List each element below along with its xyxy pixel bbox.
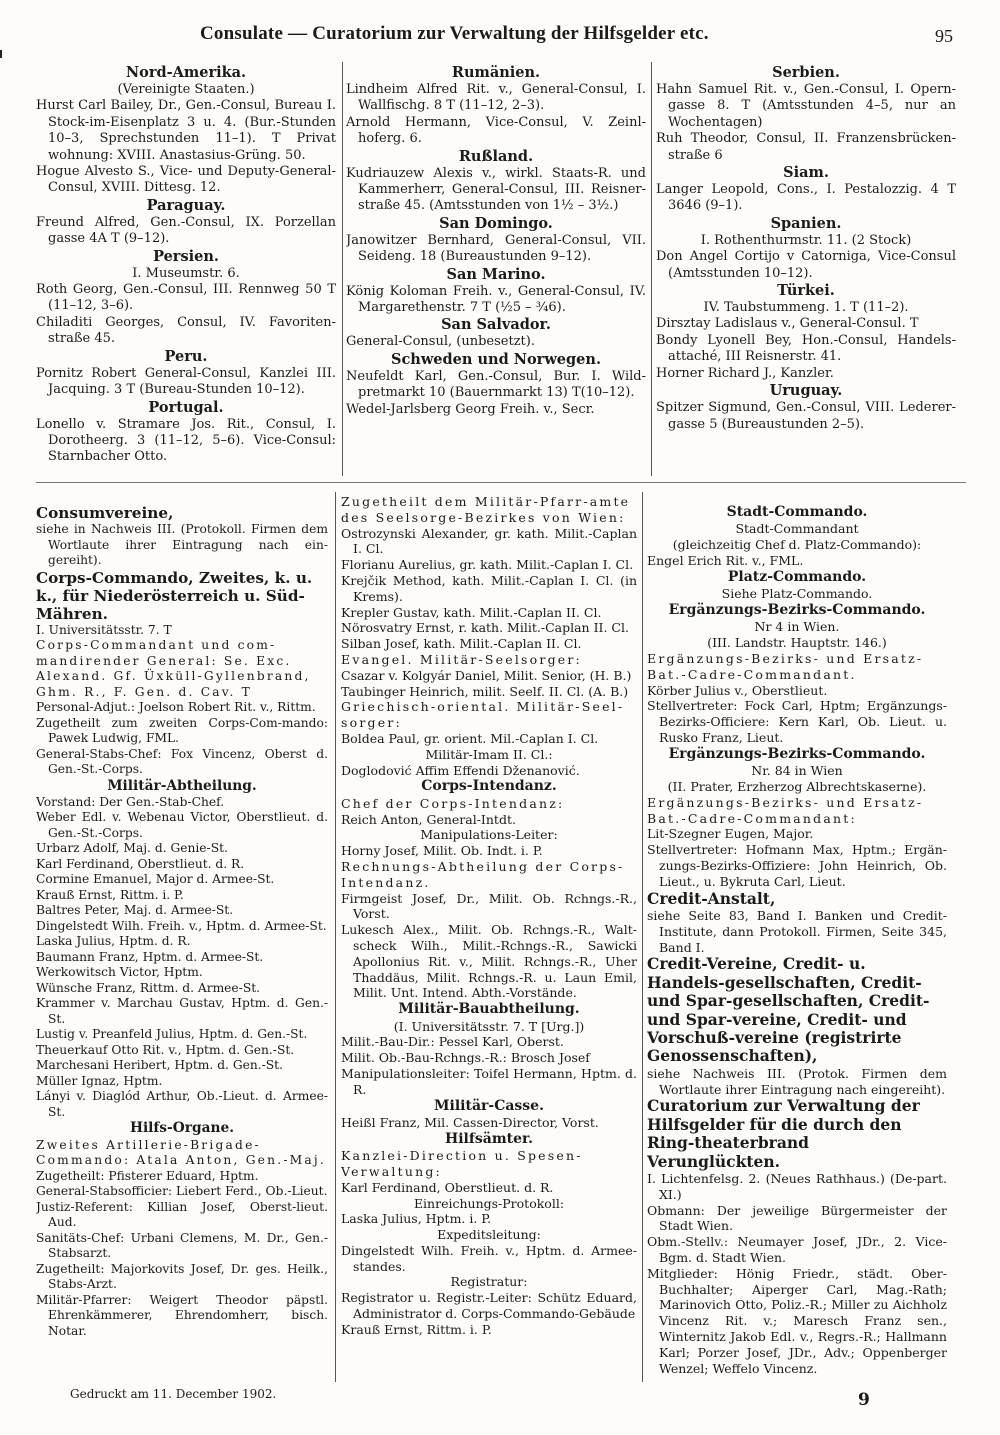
section-heading: San Domingo. (439, 214, 553, 232)
sheet-number: 9 (858, 1390, 870, 1410)
spaced-heading: Rechnungs-Abtheilung der Corps-Intendanz. (341, 858, 625, 890)
centered-line: Manipulations-Leiter: (420, 827, 558, 843)
centered-line: Stadt-Commandant (735, 521, 859, 537)
section-heading: Rumänien. (451, 64, 541, 81)
section-heading: Nord-Amerika. (125, 64, 247, 81)
entry-text: Urbarz Adolf, Maj. d. Genie-St. (36, 841, 228, 856)
entry-text: Obmann: Der jeweilige Bürgermeister der Stadt Wien. (647, 1202, 947, 1234)
entry-text: Baumann Franz, Hptm. d. Armee-St. (36, 949, 264, 964)
section-heading: Ergänzungs-Bezirks-Commando. (668, 602, 926, 618)
section-heading: Serbien. (772, 64, 840, 81)
column-1-top (36, 64, 336, 476)
section-heading: Türkei. (777, 282, 835, 300)
centered-line: (III. Landstr. Hauptstr. 146.) (707, 635, 887, 651)
entry-text: Krauß Ernst, Rittm. i. P. (36, 887, 184, 902)
entry-text: siehe Seite 83, Band I. Banken und Credit-Institute, dann Protokoll. Firmen, Seite 345, Band I. (647, 907, 947, 955)
entry-text: Ruh Theodor, Consul, II. Franzensbrücken-straße 6 (656, 131, 956, 163)
entry-text: Justiz-Referent: Killian Josef, Oberst-lieut. Aud. (36, 1199, 328, 1230)
entry-text: Krammer v. Marchau Gustav, Hptm. d. Gen.-St. (36, 996, 328, 1026)
section-heading: Persien. (153, 247, 219, 265)
entry-text: Karl Ferdinand, Oberstlieut. d. R. (36, 856, 245, 871)
entry-text: Hogue Alvesto S., Vice- und Deputy-General-Consul, XVIII. Dittesg. 12. (36, 164, 336, 196)
entry-text: Dingelstedt Wilh. Freih. v., Hptm. d. Armee-standes. (341, 1242, 637, 1274)
column-rule-2-top (651, 62, 652, 476)
entry-text: Personal-Adjut.: Joelson Robert Rit. v., Rittm. (36, 700, 316, 715)
entry-text: Heißl Franz, Mil. Cassen-Director, Vorst. (341, 1114, 599, 1130)
section-heading: Militär-Bauabtheilung. (398, 1001, 580, 1018)
entry-text: Horner Richard J., Kanzler. (656, 365, 834, 381)
entry-text: Krejčik Method, kath. Milit.-Caplan I. Cl. (in Krems). (341, 572, 637, 604)
column-3-top (656, 64, 956, 476)
section-heading: Rußland. (458, 147, 534, 165)
entry-text: Lukesch Alex., Milit. Ob. Rchngs.-R., Walt-scheck Wilh., Milit.-Rchngs.-R., Sawicki Apollonius Rit. v., Milit. Rchngs.-R., Uher Thaddäus, Milit. Rchngs.-R. u. Laun Emil, Milit. Unt. Intend. Abth.-Vorstände. (341, 922, 637, 1001)
section-divider (36, 482, 966, 483)
entry-text: Registrator u. Registr.-Leiter: Schütz Eduard, Administrator d. Corps-Commando-Gebäude (341, 1290, 637, 1322)
centered-line: IV. Taubstummeng. 1. T (11–2). (703, 300, 909, 316)
entry-text: Bondy Lyonell Bey, Hon.-Consul, Handels-attaché, III Reisnerstr. 41. (656, 332, 956, 365)
entry-text: Dirsztay Ladislaus v., General-Consul. T (656, 316, 919, 332)
entry-text: Janowitzer Bernhard, General-Consul, VII. Seideng. 18 (Bureaustunden 9–12). (346, 232, 646, 265)
entry-text: Stellvertreter: Hofmann Max, Hptm.; Ergän-zungs-Bezirks-Offiziere: John Heinrich, Ob. Lieut., u. Bykruta Carl, Lieut. (647, 842, 947, 889)
entry-text: Zugetheilt: Pfisterer Eduard, Hptm. (36, 1168, 259, 1183)
spaced-heading: Kanzlei-Direction u. Spesen-Verwaltung: (341, 1148, 583, 1179)
entry-text: siehe in Nachweis III. (Protokoll. Firmen dem Wortlaute ihrer Eintragung nach ein-gereiht). (36, 522, 328, 568)
entry-text: Ostrozynski Alexander, gr. kath. Milit.-Caplan I. Cl. (341, 525, 637, 557)
entry-text: Laska Julius, Hptm. d. R. (36, 934, 191, 949)
entry-text: Lonello v. Stramare Jos. Rit., Consul, I. Dorotheerg. 3 (11–12, 5–6). Vice-Consul: Starnbacher Otto. (36, 416, 336, 465)
entry-text: Militär-Pfarrer: Weigert Theodor päpstl. Ehrenkämmerer, Ehrendomherr, bisch. Notar. (36, 1292, 328, 1338)
entry-text: Krepler Gustav, kath. Milit.-Caplan II. Cl. (341, 604, 602, 620)
entry-text: Baltres Peter, Maj. d. Armee-St. (36, 903, 234, 918)
section-heading: San Marino. (446, 265, 546, 283)
entry-text: Csazar v. Kolgyár Daniel, Milit. Senior, (H. B.) (341, 667, 632, 683)
entry-text: Stellvertreter: Fock Carl, Hptm; Ergänzungs-Bezirks-Officiere: Kern Karl, Ob. Lieut. u. Rusko Franz, Lieut. (647, 698, 947, 745)
centered-line: Nr. 84 in Wien (751, 763, 843, 779)
entry-text: Müller Ignaz, Hptm. (36, 1073, 163, 1088)
section-heading: Hilfsämter. (445, 1130, 533, 1147)
page-header (0, 23, 1000, 56)
entry-text: Marchesani Heribert, Hptm. d. Gen.-St. (36, 1058, 284, 1073)
entry-text: Wedel-Jarlsberg Georg Freih. v., Secr. (346, 401, 595, 417)
centered-line: Einreichungs-Protokoll: (413, 1195, 565, 1211)
entry-text: Neufeldt Karl, Gen.-Consul, Bur. I. Wild-pretmarkt 10 (Bauernmarkt 13) T(10–12). (346, 368, 646, 401)
entry-text: Wünsche Franz, Rittm. d. Armee-St. (36, 980, 261, 995)
entry-text: König Koloman Freih. v., General-Consul, IV. Margarethenstr. 7 T (½5 – ¾6). (346, 283, 646, 316)
centered-line: Siehe Platz-Commando. (721, 586, 873, 602)
column-2-top (346, 64, 646, 476)
entry-text: Lányi v. Diaglód Arthur, Ob.-Lieut. d. Armee-St. (36, 1089, 328, 1119)
entry-text: General-Stabsofficier: Liebert Ferd., Ob.-Lieut. (36, 1184, 328, 1199)
entry-text: Laska Julius, Hptm. i. P. (341, 1211, 492, 1227)
section-heading: Ergänzungs-Bezirks-Commando. (668, 745, 926, 762)
centered-line: Expeditsleitung: (437, 1227, 541, 1243)
centered-line: Registratur: (450, 1274, 528, 1290)
column-rule-2-bottom (642, 492, 643, 1382)
entry-text: Pornitz Robert General-Consul, Kanzlei III. Jacquing. 3 T (Bureau-Stunden 10–12). (36, 365, 336, 398)
header-title: Consulate — Curatorium zur Verwaltung der Hilfsgelder etc. (200, 23, 709, 44)
centered-line: Militär-Imam II. Cl.: (425, 746, 553, 762)
centered-line: I. Museumstr. 6. (132, 265, 240, 281)
entry-text: Körber Julius v., Oberstlieut. (647, 682, 828, 698)
section-heading: Schweden und Norwegen. (390, 350, 601, 368)
entry-text: Mitglieder: Hönig Friedr., städt. Ober-Buchhalter; Aiperger Carl, Mag.-Rath; Marinovich Otto, Poliz.-R.; Miller zu Aichholz Vincenz Rit. v.; Maresch Franz sen., Winternitz Jakob Edl. v., Regrs.-R.; Hallmann Karl; Porzer Josef, JDr., Adv.; Oppenberger Wenzel; Weffelo Vincenz. (647, 1265, 947, 1376)
bold-heading: Corps-Commando, Zweites, k. u. k., für Niederösterreich u. Süd-Mähren. (36, 568, 313, 623)
bold-heading: Credit-Anstalt, (647, 888, 776, 908)
entry-text: Lit-Szegner Eugen, Major. (647, 826, 814, 842)
section-heading: Stadt-Commando. (726, 504, 868, 520)
page-number: 95 (935, 26, 953, 46)
entry-text: Boldea Paul, gr. orient. Mil.-Caplan I. Cl. (341, 730, 599, 746)
entry-text: I. Lichtenfelsg. 2. (Neues Rathhaus.) (De-part. XI.) (647, 1171, 947, 1202)
entry-text: Zugetheilt zum zweiten Corps-Com-mando: Pawek Ludwig, FML. (36, 715, 328, 746)
entry-text: Werkowitsch Victor, Hptm. (36, 965, 203, 980)
entry-text: General-Consul, (unbesetzt). (346, 334, 535, 350)
entry-text: Engel Erich Rit. v., FML. (647, 553, 804, 568)
entry-text: Langer Leopold, Cons., I. Pestalozzig. 4 T 3646 (9–1). (656, 182, 956, 214)
entry-text: Firmgeist Josef, Dr., Milit. Ob. Rchngs.-R., Vorst. (341, 890, 637, 922)
column-2-bottom (341, 494, 637, 1384)
entry-text: Doglodović Affim Effendi Dženanović. (341, 762, 580, 778)
centered-line: Nr 4 in Wien. (754, 619, 840, 635)
entry-text: Nörosvatry Ernst, r. kath. Milit.-Caplan II. Cl. (341, 620, 629, 636)
entry-text: I. Universitätsstr. 7. T (36, 622, 172, 637)
section-heading: Hilfs-Organe. (129, 1120, 235, 1137)
spaced-heading: Chef der Corps-Intendanz: (341, 795, 565, 811)
entry-text: Zugetheilt: Majorkovits Josef, Dr. ges. Heilk., Stabs-Arzt. (36, 1261, 328, 1292)
section-heading: Siam. (783, 164, 829, 182)
section-heading: Paraguay. (146, 196, 226, 214)
entry-text: Horny Josef, Milit. Ob. Indt. i. P. (341, 843, 543, 859)
section-heading: Militär-Abtheilung. (107, 777, 257, 794)
entry-text: Dingelstedt Wilh. Freih. v., Hptm. d. Armee-St. (36, 918, 327, 933)
bold-heading: Curatorium zur Verwaltung der Hilfsgelder für die durch den Ring-theaterbrand Verunglückten. (647, 1096, 920, 1171)
column-1-bottom (36, 504, 328, 1384)
entry-text: Taubinger Heinrich, milit. Seelf. II. Cl. (A. B.) (341, 683, 629, 699)
entry-text: Milit.-Bau-Dir.: Pessel Karl, Oberst. (341, 1034, 564, 1050)
spaced-heading: Zugetheilt dem Militär-Pfarr-amte des Seelsorge-Bezirkes von Wien: (341, 494, 631, 525)
centered-line: (II. Prater, Erzherzog Albrechtskaserne). (667, 778, 927, 794)
entry-text: Lustig v. Preanfeld Julius, Hptm. d. Gen.-St. (36, 1027, 308, 1042)
section-heading: Spanien. (770, 214, 842, 232)
entry-text: Weber Edl. v. Webenau Victor, Oberstlieut. d. Gen.-St.-Corps. (36, 810, 328, 840)
print-date: Gedruckt am 11. December 1902. (70, 1387, 277, 1401)
spaced-heading: Zweites Artillerie-Brigade-Commando: Atala Anton, Gen.-Maj. (36, 1137, 326, 1168)
entry-text: Hahn Samuel Rit. v., Gen.-Consul, I. Opern-gasse 8. T (Amtsstunden 4–5, nur an Wochentagen) (656, 82, 956, 130)
centered-line: (gleichzeitig Chef d. Platz-Commando): (672, 537, 922, 553)
entry-text: Arnold Hermann, Vice-Consul, V. Zeinl-hoferg. 6. (346, 114, 646, 147)
entry-text: Roth Georg, Gen.-Consul, III. Rennweg 50 T (11–12, 3–6). (36, 282, 336, 314)
entry-text: Vorstand: Der Gen.-Stab-Chef. (36, 794, 225, 809)
entry-text: Silban Josef, kath. Milit.-Caplan II. Cl. (341, 636, 582, 652)
entry-text: Kudriauzew Alexis v., wirkl. Staats-R. und Kammerherr, General-Consul, III. Reisner-straße 45. (Amtsstunden von 1½ – 3½.) (346, 165, 646, 214)
entry-text: Lindheim Alfred Rit. v., General-Consul, I. Wallfischg. 8 T (11–12, 2–3). (346, 82, 646, 114)
entry-text: Karl Ferdinand, Oberstlieut. d. R. (341, 1179, 554, 1195)
spaced-heading: Corps-Commandant und com-mandirender General: Se. Exc. Alexand. Gf. Üxküll-Gyllenbrand, Ghm. R., F. Gen. d. Cav. T (36, 638, 311, 699)
section-heading: Uruguay. (769, 382, 843, 400)
bold-heading: Consumvereine, (36, 504, 174, 522)
entry-text: Theuerkauf Otto Rit. v., Hptm. d. Gen.-St. (36, 1042, 295, 1057)
section-heading: Peru. (164, 347, 208, 365)
spaced-heading: Ergänzungs-Bezirks- und Ersatz-Bat.-Cadre-Commandant. (647, 651, 924, 682)
entry-text: Don Angel Cortijo v Catorniga, Vice-Consul (Amtsstunden 10–12). (656, 249, 956, 281)
column-rule-1-top (342, 62, 343, 476)
centered-line: I. Rothenthurmstr. 11. (2 Stock) (700, 232, 912, 248)
entry-text: siehe Nachweis III. (Protok. Firmen dem Wortlaute ihrer Eintragung nach eingereiht). (647, 1065, 947, 1097)
section-heading: San Salvador. (441, 316, 551, 334)
entry-text: Obm.-Stellv.: Neumayer Josef, JDr., 2. Vice-Bgm. d. Stadt Wien. (647, 1234, 947, 1265)
entry-text: Freund Alfred, Gen.-Consul, IX. Porzellan gasse 4A T (9–12). (36, 214, 336, 247)
bold-heading: Credit-Vereine, Credit- u. Handels-gesellschaften, Credit- und Spar-gesellschaften, Credit- und Spar-vereine, Credit- und Vorschuß-vereine (registrirte Genossenschaften), (647, 954, 930, 1066)
spaced-heading: Evangel. Militär-Seelsorger: (341, 651, 582, 667)
section-heading: Portugal. (148, 398, 224, 416)
entry-text: Krauß Ernst, Rittm. i. P. (341, 1321, 492, 1337)
entry-text: Milit. Ob.-Bau-Rchngs.-R.: Brosch Josef (341, 1050, 590, 1066)
spaced-heading: Ergänzungs-Bezirks- und Ersatz-Bat.-Cadre-Commandant: (647, 794, 924, 826)
column-rule-1-bottom (335, 492, 336, 1382)
entry-text: Chiladiti Georges, Consul, IV. Favoriten-straße 45. (36, 314, 336, 347)
entry-text: Sanitäts-Chef: Urbani Clemens, M. Dr., Gen.-Stabsarzt. (36, 1230, 328, 1261)
entry-text: Spitzer Sigmund, Gen.-Consul, VIII. Lederer-gasse 5 (Bureaustunden 2–5). (656, 400, 956, 432)
section-heading: Corps-Intendanz. (421, 778, 557, 795)
column-3-bottom (647, 504, 947, 1384)
section-heading: Platz-Commando. (727, 568, 867, 585)
entry-text: Cormine Emanuel, Major d. Armee-St. (36, 872, 275, 887)
entry-text: Hurst Carl Bailey, Dr., Gen.-Consul, Bureau I. Stock-im-Eisenplatz 3 u. 4. (Bur.-Stunden 10–3, Sprechstunden 11–1). T Privat wohnung: XVIII. Anastasius-Grüng. 50. (36, 98, 336, 163)
centered-line: (Vereinigte Staaten.) (117, 82, 255, 97)
entry-text: Reich Anton, General-Intdt. (341, 811, 516, 827)
section-heading: Militär-Casse. (434, 1097, 544, 1114)
entry-text: Manipulationsleiter: Toifel Hermann, Hptm. d. R. (341, 1065, 637, 1097)
centered-line: (I. Universitätsstr. 7. T [Urg.]) (393, 1018, 585, 1034)
spaced-heading: Griechisch-oriental. Militär-Seel-sorger: (341, 699, 625, 731)
entry-text: Florianu Aurelius, gr. kath. Milit.-Caplan I. Cl. (341, 557, 634, 573)
entry-text: General-Stabs-Chef: Fox Vincenz, Oberst d. Gen.-St.-Corps. (36, 746, 328, 777)
